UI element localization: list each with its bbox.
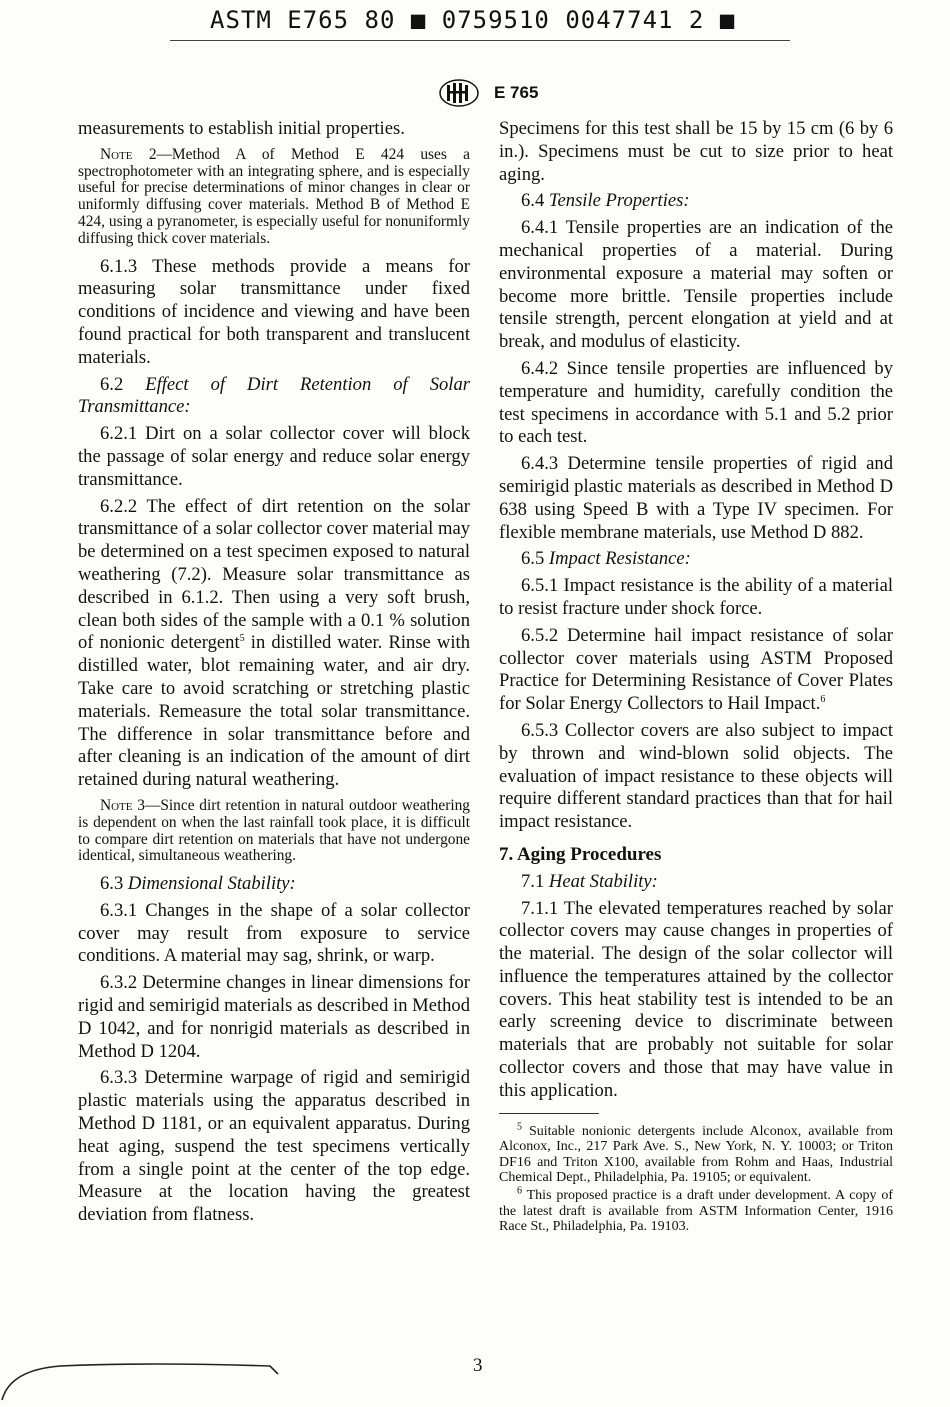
section-7-1-heading xyxy=(499,871,893,894)
section-number: 6.4 xyxy=(521,190,549,212)
section-title: Heat Stability: xyxy=(548,870,658,892)
section-6-4-3: 6.4.3 Determine tensile properties of rigid and semirigid plastic materials as described in Method D 638 using Speed B with a Type IV specimen. For flexible membrane materials, use Method D 882. xyxy=(499,453,893,543)
section-6-2-2 xyxy=(78,496,470,792)
section-6-3-3: 6.3.3 Determine warpage of rigid and semirigid plastic materials using the apparatus described in Method D 1181, or an equivalent apparatus. During heat aging, suspend the test specimens vertically from a single point at the center of the top edge. Measure at the location having the greatest deviation from flatness. xyxy=(78,1067,470,1226)
section-title: Impact Resistance: xyxy=(548,548,691,570)
section-6-1-3: 6.1.3 These methods provide a means for measuring solar transmittance under fixed conditions of incidence and viewing and have been found practical for both transparent and translucent materials. xyxy=(78,255,470,368)
section-6-5-2 xyxy=(499,625,893,716)
section-6-2-1: 6.2.1 Dirt on a solar collector cover will block the passage of solar energy and reduce solar energy transmittance. xyxy=(78,423,470,490)
section-6-3-2: 6.3.2 Determine changes in linear dimensions for rigid and semirigid materials as described in Method D 1042, and for nonrigid materials as described in Method D 1204. xyxy=(78,972,470,1062)
footnote-text: This proposed practice is a draft under development. A copy of the latest draft is available from ASTM Information Center, 1916 Race St., Philadelphia, Pa. 19103. xyxy=(499,1188,893,1235)
footnote-separator xyxy=(499,1113,599,1114)
note-text: —Since dirt retention in natural outdoor weathering is dependent on when the last rainfall took place, it is difficult to compare dirt retention on materials that have not undergone identical, simultaneous weathering. xyxy=(78,796,470,865)
section-6-4-2: 6.4.2 Since tensile properties are influenced by temperature and humidity, carefully condition the test specimens in accordance with 5.1 and 5.2 prior to each test. xyxy=(499,357,893,448)
paragraph-text: in distilled water. Rinse with distilled water, blot remaining water, and air dry. Take care to avoid scratching or stretching plastic materials. Remeasure the total solar transmittance. The difference in solar transmittance before and after cleaning is an indication of the amount of dirt retained during natural weathering. xyxy=(78,632,470,791)
section-6-2-heading xyxy=(78,374,470,420)
footnote-number: 6 xyxy=(517,1185,522,1197)
footnote-ref: 6 xyxy=(820,693,826,705)
header-rule xyxy=(170,40,790,41)
section-title: Tensile Properties: xyxy=(548,190,690,212)
document-code: ASTM E765 80 ■ 0759510 0047741 2 ■ xyxy=(210,6,736,34)
note-label: Note 3 xyxy=(100,796,145,814)
note-text: —Method A of Method E 424 uses a spectrophotometer with an integrating sphere, and is especially useful for precise determinations of minor changes in clear or uniformly diffusing cover materials. Method B of Method E 424, using a pyranometer, is especially useful for nonuniformly diffusing thick cover materials. xyxy=(78,145,471,247)
section-title: Effect of Dirt Retention of Solar Transmittance: xyxy=(78,373,470,418)
section-title: Dimensional Stability: xyxy=(127,873,296,895)
standard-number: E 765 xyxy=(494,83,539,102)
section-6-3-1: 6.3.1 Changes in the shape of a solar collector cover may result from exposure to service conditions. A material may sag, shrink, or warp. xyxy=(78,899,470,967)
section-6-5-heading xyxy=(499,548,893,571)
paragraph-text: 6.2.2 The effect of dirt retention on the solar transmittance of a solar collector cover material may be determined on a test specimen exposed to natural weathering (7.2). Measure solar transmittance as described in 6.1.2. Then using a very soft brush, clean both sides of the sample with a 0.1 % solution of nonionic detergent xyxy=(78,495,470,654)
note-2 xyxy=(78,147,470,248)
section-number: 7.1 xyxy=(521,870,549,892)
paragraph: Specimens for this test shall be 15 by 15 cm (6 by 6 in.). Specimens must be cut to size prior to heat aging. xyxy=(499,118,893,185)
note-label: Note 2 xyxy=(100,145,157,163)
left-column xyxy=(78,118,470,1227)
section-6-3-heading xyxy=(78,873,470,896)
pen-mark-icon xyxy=(0,1340,300,1407)
section-6-4-heading xyxy=(499,190,893,213)
page-number: 3 xyxy=(473,1355,483,1376)
section-number: 6.5 xyxy=(521,548,549,570)
footnote-text: Suitable nonionic detergents include Alconox, available from Alconox, Inc., 217 Park Ave. S., New York, N. Y. 10003; or Triton DF16 and Triton X100, available from Rohm and Haas, Industrial Chemical Dept., Philadelphia, Pa. 19105; or equivalent. xyxy=(499,1123,893,1186)
footnote-5 xyxy=(499,1121,893,1186)
section-7-1-1: 7.1.1 The elevated temperatures reached by solar collector covers may cause changes in properties of the material. The design of the solar collector will influence the temperatures attained by the collector covers. This heat stability test is intended to be an early screening device to discriminate between materials that are probably not suitable for solar collector covers and those that may have value in this application. xyxy=(499,897,893,1101)
astm-logo-icon xyxy=(438,78,480,108)
paragraph: measurements to establish initial properties. xyxy=(78,118,405,139)
section-6-5-3: 6.5.3 Collector covers are also subject to impact by thrown and wind-blown solid objects. The evaluation of impact resistance to these objects will require different standard practices than that for hail impact resistance. xyxy=(499,719,893,833)
section-6-5-1: 6.5.1 Impact resistance is the ability of a material to resist fracture under shock force. xyxy=(499,575,893,619)
footnote-number: 5 xyxy=(517,1121,522,1133)
footnote-6 xyxy=(499,1185,893,1235)
footnote-ref: 5 xyxy=(239,633,245,645)
page-header xyxy=(170,2,790,48)
standard-identifier xyxy=(438,78,538,108)
section-number: 6.2 xyxy=(100,373,146,395)
paragraph-text: 6.5.2 Determine hail impact resistance of solar collector cover materials using ASTM Proposed Practice for Determining Resistance of Cover Plates for Solar Energy Collectors to Hail Impact. xyxy=(499,624,893,715)
section-number: 6.3 xyxy=(100,873,128,895)
section-6-4-1: 6.4.1 Tensile properties are an indication of the mechanical properties of a material. During environmental exposure a material may soften or become more brittle. Tensile properties include tensile strength, percent elongation at yield and at break, and modulus of elasticity. xyxy=(499,217,893,353)
section-7-heading: 7. Aging Procedures xyxy=(499,843,662,865)
right-column xyxy=(499,118,893,1235)
note-3 xyxy=(78,798,470,865)
